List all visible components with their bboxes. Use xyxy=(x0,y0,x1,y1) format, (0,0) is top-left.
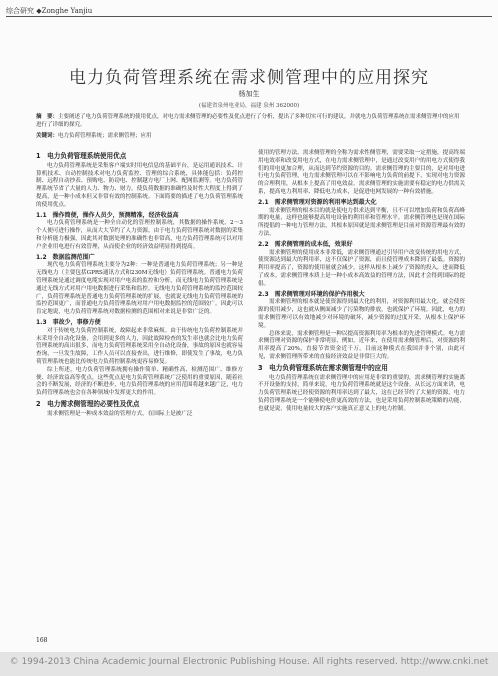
section-heading: 1 电力负荷管理系统使用优点 xyxy=(36,152,127,160)
copyright-text: © 1994-2013 China Academic Journal Electronic Publishing House. All rights reserved. http://www.cnki.net xyxy=(9,657,489,667)
left-column xyxy=(36,150,243,419)
paragraph: 总体来说，需求侧管理是一种以提高资源利用率为根本的先进管理模式。电力需求侧管理对资源的保护非常明显，例如，近年来，在使用需求侧管理后，对资源的利用率提高了20%，直接节省资金近千万。目前这种模式在我国并非个别，由此可见，需求侧管理所带来的直接经济效益是非常巨大的。 xyxy=(258,330,465,360)
paragraph: 需求侧管理的使用成本非常低，需求侧管理通过引导用户改变传统的用电方式，使资源达到最大的利用率，这不仅保护了资源，而且使管理成本降到了最低。资源的利用率提高了，资源的使用量就会减少，这样从根本上减少了资源的投入，进而降低了成本。需求侧管理本质上是一种小成本高效益的管理方法，因此才会得到国际的提倡。 xyxy=(258,249,465,287)
subsection-heading: 1.2 数据监测范围广 xyxy=(36,253,95,261)
paragraph: 电力负荷管理系统是采集客户端实时用电信息的基础平台，是运用通讯技术、计算机技术、自动控制技术对电力负荷监控、管理的综合系统，具体能包括：负荷控制、远程自动抄表、预购电、防窃电、控制越方电厂上网、配网监测等。电力负荷管理系统节省了大量的人力、物力、财力，使负荷数据的准确性及时性大程度上得到了提高，是一种小成本但又非常有效的控制系统。下面简要的描述了电力负荷管理系统的使用优点。 xyxy=(36,162,243,208)
paragraph: 综上所述，电力负荷管理系统拥有操作简单、精确性高、检测范围广、维修方便、经济效益高等优点，这些优点是电力负荷管理系统广泛使用的重要原因，随着社会的不断发展，经济的不断进步，电力负荷管理系统的应用范围将越来越广泛，电力负荷管理系统也会在各种领域中发挥更大的作用。 xyxy=(36,366,243,397)
subsection-heading: 2.3 需求侧管理对环境的保护作用极大 xyxy=(258,290,365,298)
subsection-heading: 2.1 需求侧管理对资源的利用率达到最大化 xyxy=(258,198,377,206)
paragraph: 对于传统电力负荷控制系统，故障起来非常麻烦。由于传统电力负荷控制系统并未采用全自动化设备，会用到更多的人力，因此故障检查的发生率也就会比电力负荷管理系统的高出很多，而电力负荷管理系统采用全自动化设备，事故的原因也就容易查询，一旦发生故障，工作人员可以直接查出，进行维修，即使发生了事故，电力负荷管理系统也能比传统电力负荷控制系统更容易修复。 xyxy=(36,327,243,365)
article-title: 电力负荷管理系统在需求侧管理中的应用探究 xyxy=(69,68,429,88)
abstract xyxy=(36,113,464,129)
paragraph: 使用的管理方法。需求侧管理的全称为需求性侧管理，需要采取一定措施，提高终端用电效率和改变用电方式，在电力需求侧管理中，是通过改变用户的用电方式使得我们的用电更加合理，从而达到节约资源的目的。需求侧管理的主要目的，是对用电进行电力负荷管理，电力需求侧管理可以在不影响电力负荷的前提下，实现对电力资源的合理利用，从根本上提高了用电效益。需求侧管理的实施需要有稳定的电力供需关系，提高电力利用率、降低电力成本，是促进电网发展的一种有效措施。 xyxy=(258,150,465,195)
affiliation: (福建省泉州电业局，福建 泉州 362000) xyxy=(198,103,300,109)
keywords-label: 关键词： xyxy=(36,133,59,139)
author: 杨加生 xyxy=(238,90,260,98)
section-heading: 3 电力负荷管理系统在需求侧管理中的应用 xyxy=(258,363,388,372)
abstract-text: 主要阐述了电力负荷管理系统的使用优点，对电力需求侧管理的必要性及优点进行了分析，提出了多种切实可行的建议，并就电力负荷管理系统在需求侧管理中的应用进行了详细的探究。 xyxy=(36,114,460,128)
paragraph: 需求侧管理的根本就是使资源得到最大化的利用，对资源利用最大化，就会使资源的使用减少，这也就从侧面减少了污染物的排放，也就保护了环境。因此，电力的需求侧管理可以有效地减少对环境的破坏，减少资源的过度开采，从根本上保护环境。 xyxy=(258,299,465,329)
section-tag: 综合研究 ◆Zonghe Yanjiu xyxy=(6,7,93,15)
subsection-heading: 1.3 事故少，事修方便 xyxy=(36,318,101,326)
header-rule xyxy=(6,16,492,17)
right-column xyxy=(258,150,465,414)
paragraph: 需求侧管理的根本目的就是使电力供求达到平衡，且不可以增加负荷和负荷高峰期的电量，这样也能够提高用电设备的利用率和管理水平。需求侧管理也是现在国际所提倡的一种电力管理方法，其根本原因就是需求侧管理是目前对资源管理最有效的方法。 xyxy=(258,207,465,237)
subsection-heading: 2.2 需求侧管理的成本低，效果好 xyxy=(258,240,353,248)
paragraph: 电力负荷管理系统在需求侧管理中的应用是非常的重要的，需求侧管理的实施离不开设备的支持，简单来说，电力负荷管理系统就是这个设备。从长远方面来讲，电力负荷管理系统已经使资源的利用率达到了最大，这在已经节约了大量的资源，电力负荷管理系统是一个能够使电价更高效的方法，也是采用负荷控制系统策略的功能，也就是说，使用电量较大的客户实施真正意义上的电力控制。 xyxy=(258,374,465,412)
paragraph: 电力负荷管理系统是一种全自动化的管理控制系统，其数据的操作系统，2～3个人便可进行操作，从而大大节约了人力资源。由于电力负荷管理系统对数据的采集和分析能力极强，因此其对数据处理的准确性也非常高，电力负荷管理系统可以对用户企业用电进行有效管理，从而使企业的经济效益明显得到提高。 xyxy=(36,220,243,250)
section-heading: 2 电力需求侧管理的必要性及优点 xyxy=(36,399,140,408)
abstract-label: 摘 要： xyxy=(36,114,59,120)
paragraph: 现代电力负荷管理系统主要分为2种：一种是普通电力负荷管理系统；另一种是无线电力（主要包括GPRS通讯方式和230M无线电）负荷管理系统。普通电力负荷管理系统是通过调度电缆实现对用户电表的监控和分析，而无线电力负荷管理系统是通过无线方式对用户用电数据进行采集和监控。无线电力负荷管理系统的监控范围较广，负荷管理系统是普通电力负荷管理系统的扩展，也就说无线电力负荷管理系统的监控范围更广，而普通电力负荷管理系统对用户用电数据监控的范围较广。因此可以肯定地说，电力负荷管理系统对数据检测的范围相对来说是非常广泛的。 xyxy=(36,262,243,316)
page-number: 168 xyxy=(36,637,48,644)
keywords xyxy=(36,132,464,140)
keywords-text: 电力负荷管理系统；需求侧管理；应用 xyxy=(58,133,152,139)
subsection-heading: 1.1 操作简便，操作人员少，预测精准，经济收益高 xyxy=(36,211,179,219)
paragraph: 需求侧管理是一种成本效益的管理方式，在国际上是被广泛 xyxy=(47,410,193,417)
